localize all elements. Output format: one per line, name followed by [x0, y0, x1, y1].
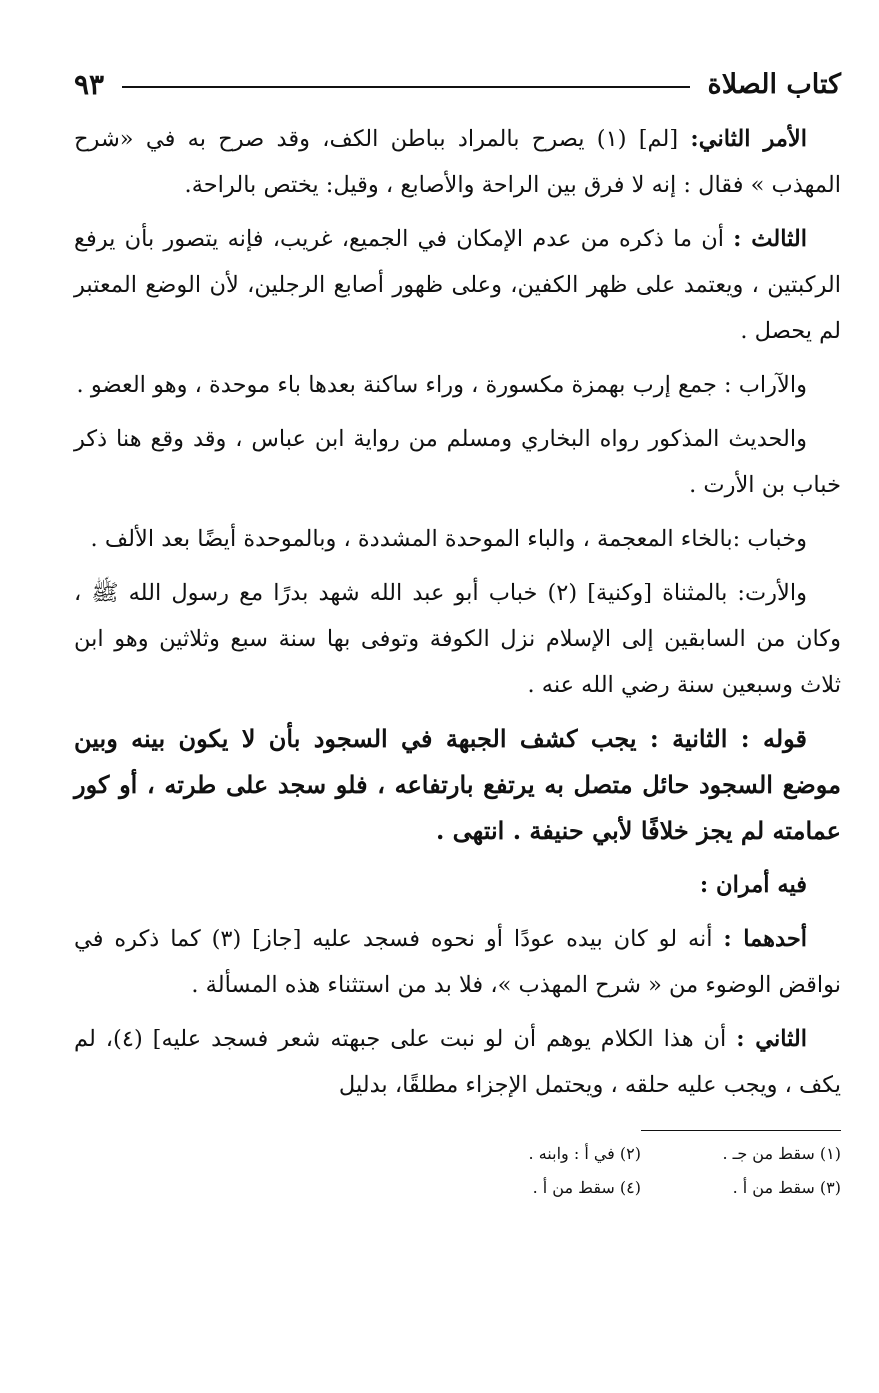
footnotes	[74, 1137, 841, 1205]
quoted-statement: قوله : الثانية : يجب كشف الجبهة في السجود بأن لا يكون بينه وبين موضع السجود حائل متصل به يرتفع بارتفاعه ، فلو سجد على طرته ، أو كور عمامته لم يجز خلافًا لأبي حنيفة . انتهى .	[74, 724, 841, 845]
page-number: ٩٣	[74, 67, 105, 101]
paragraph: والحديث المذكور رواه البخاري ومسلم من رواية ابن عباس ، وقد وقع هنا ذكر خباب بن الأرت .	[74, 426, 841, 498]
main-text	[74, 116, 841, 1108]
footnote-2: (٢) في أ : وابنه .	[528, 1144, 641, 1163]
paragraph: أحدهما : أنه لو كان بيده عودًا أو نحوه فسجد عليه [جاز] (٣) كما ذكره في نواقض الوضوء من « شرح المهذب »، فلا بد من استثناء هذه المسألة .	[74, 926, 841, 998]
footnote-1: (١) سقط من جـ .	[722, 1144, 841, 1163]
paragraph: وخباب :بالخاء المعجمة ، والباء الموحدة المشددة ، وبالموحدة أيضًا بعد الألف .	[90, 526, 807, 552]
footnote-row	[74, 1137, 841, 1171]
footnote-3: (٣) سقط من أ .	[732, 1178, 841, 1197]
paragraph: الثاني : أن هذا الكلام يوهم أن لو نبت على جبهته شعر فسجد عليه] (٤)، لم يكف ، ويجب عليه حلقه ، ويحتمل الإجزاء مطلقًا، بدليل	[74, 1026, 841, 1098]
paragraph: الأمر الثاني: [لم] (١) يصرح بالمراد بباطن الكف، وقد صرح به في «شرح المهذب » فقال : إنه لا فرق بين الراحة والأصابع ، وقيل: يختص بالراحة.	[74, 126, 841, 198]
footnote-rule	[641, 1130, 841, 1131]
footnote-row	[74, 1171, 841, 1205]
header-rule	[122, 86, 689, 88]
subheading: فيه أمران :	[699, 872, 807, 898]
chapter-title: كتاب الصلاة	[707, 68, 841, 100]
paragraph: الثالث : أن ما ذكره من عدم الإمكان في الجميع، غريب، فإنه يتصور بأن يرفع الركبتين ، ويعتمد على ظهر الكفين، وعلى ظهور أصابع الرجلين، لأن الوضع المعتبر لم يحصل .	[74, 226, 841, 344]
paragraph: والآراب : جمع إرب بهمزة مكسورة ، وراء ساكنة بعدها باء موحدة ، وهو العضو .	[76, 372, 807, 398]
paragraph: والأرت: بالمثناة [وكنية] (٢) خباب أبو عبد الله شهد بدرًا مع رسول الله ﷺ ، وكان من السابقين إلى الإسلام نزل الكوفة وتوفى بها سنة سبع وثلاثين وهو ابن ثلاث وسبعين سنة رضي الله عنه .	[74, 580, 841, 698]
footnote-4: (٤) سقط من أ .	[532, 1178, 641, 1197]
running-header	[74, 62, 841, 106]
